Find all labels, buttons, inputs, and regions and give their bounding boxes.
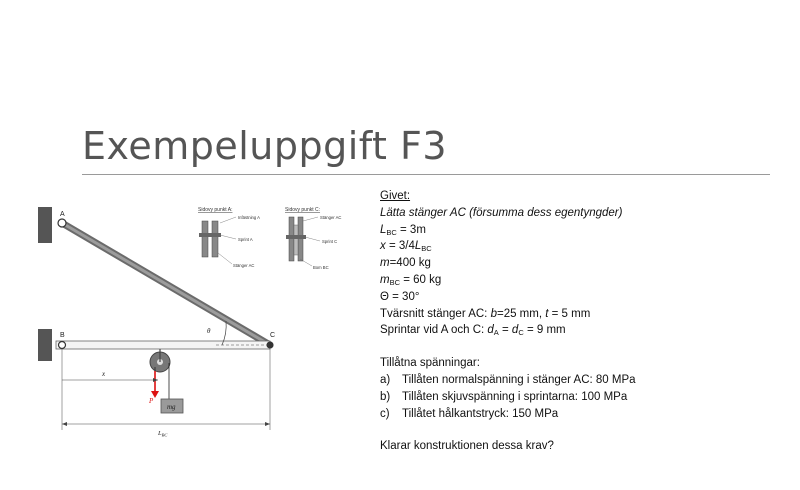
- allowed-item: a) Tillåten normalspänning i stänger AC: 80 MPa: [380, 373, 636, 386]
- allowed-heading: Tillåtna spänningar:: [380, 357, 480, 370]
- given-line-rods: Lätta stänger AC (försumma dess egentyngder): [380, 206, 623, 219]
- pin-B: [59, 342, 66, 349]
- given-line-pins: Sprintar vid A och C: $d_A = d_C = 9$ mm: [380, 324, 566, 338]
- svg-text:Bom BC: Bom BC: [313, 265, 329, 270]
- given-line-L: $L_{BC} = 3m$: [380, 223, 426, 237]
- allowed-item: c) Tillåtet hålkantstryck: 150 MPa: [380, 407, 559, 420]
- structure-diagram: [30, 195, 350, 445]
- pin-A: [58, 219, 66, 227]
- label-mg: mg: [167, 403, 176, 411]
- detail-C-title: Sidovy punkt C:: [285, 207, 321, 213]
- svg-text:Infästning A: Infästning A: [238, 215, 260, 220]
- allowed-item: b) Tillåten skjuvspänning i sprintarna: 100 MPa: [380, 390, 628, 403]
- label-P: P: [149, 397, 154, 405]
- given-line-cross: Tvärsnitt stänger AC: b=25 mm, t = 5 mm: [380, 307, 591, 320]
- slide-title: Exempeluppgift F3: [82, 124, 448, 168]
- given-heading: Givet:: [380, 190, 411, 202]
- svg-text:Sprint A: Sprint A: [238, 237, 253, 242]
- given-line-x: $x = 3/4L_{BC}$: [380, 240, 432, 254]
- detail-C-pin: [286, 235, 306, 239]
- given-line-mbc: $m_{BC} = 60$ kg: [380, 273, 442, 287]
- title-divider: [82, 174, 770, 175]
- given-line-theta: Θ = 30°: [380, 290, 420, 303]
- label-A: A: [60, 211, 65, 218]
- wall-B: [38, 329, 52, 361]
- svg-text:Sprint C: Sprint C: [322, 239, 338, 244]
- label-LBC: $L_{BC}$: [158, 430, 168, 438]
- given-line-m: m=400 kg: [380, 257, 431, 270]
- label-B: B: [60, 332, 65, 339]
- label-x: x: [102, 370, 106, 378]
- detail-A-pin: [199, 233, 221, 237]
- question-text: Klarar konstruktionen dessa krav?: [380, 440, 554, 453]
- label-theta: θ: [207, 327, 211, 335]
- detail-A-title: Sidovy punkt A:: [198, 207, 233, 213]
- svg-text:Stänger AC: Stänger AC: [233, 263, 255, 268]
- label-C: C: [270, 332, 276, 339]
- given-section: [380, 188, 780, 455]
- svg-text:Stänger AC: Stänger AC: [320, 215, 342, 220]
- wall-A: [38, 207, 52, 243]
